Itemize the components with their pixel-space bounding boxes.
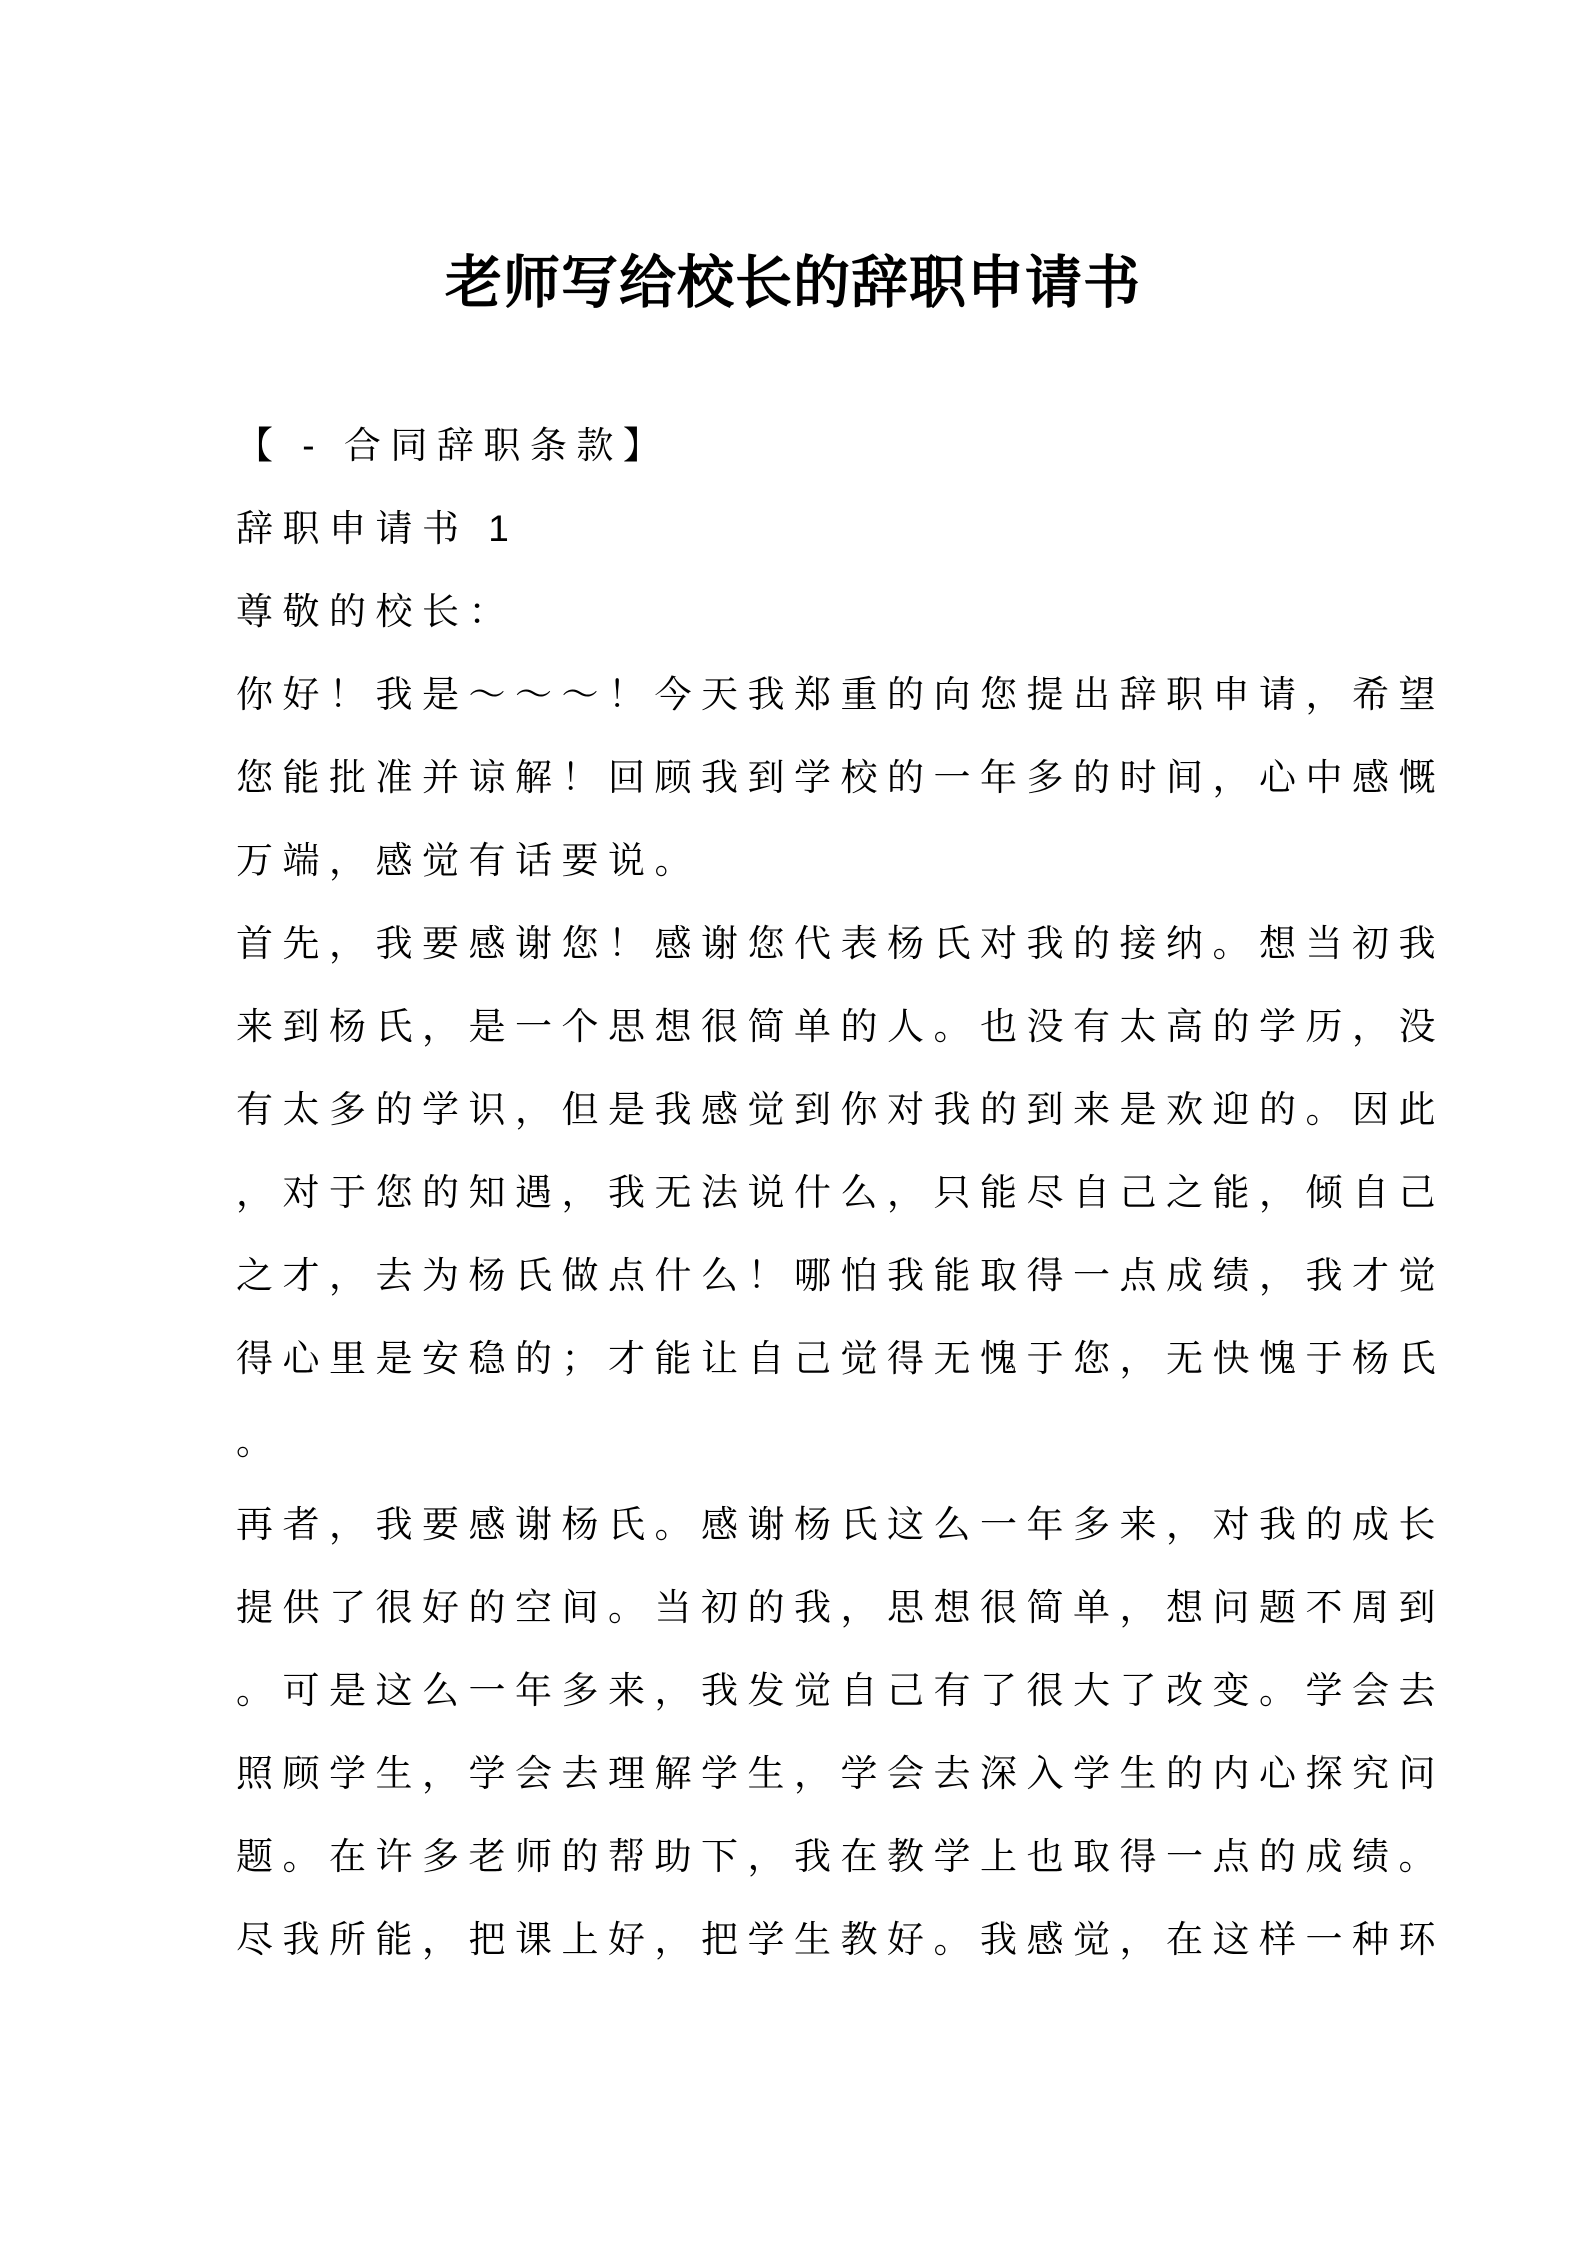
text-line: 再者，我要感谢杨氏。感谢杨氏这么一年多来，对我的成长 — [236, 1503, 1445, 1545]
text-line: 来到杨氏，是一个思想很简单的人。也没有太高的学历，没 — [236, 1005, 1445, 1047]
text-line: 尊敬的校长： — [236, 590, 515, 632]
text-line: 尽我所能，把课上好，把学生教好。我感觉，在这样一种环 — [236, 1918, 1445, 1960]
document-body — [0, 400, 1586, 1977]
text-line: 首先，我要感谢您！感谢您代表杨氏对我的接纳。想当初我 — [236, 922, 1445, 964]
text-line: 照顾学生，学会去理解学生，学会去深入学生的内心探究问 — [236, 1752, 1445, 1794]
text-line: 。可是这么一年多来，我发觉自己有了很大了改变。学会去 — [236, 1669, 1445, 1711]
text-line: 你好！我是～～～！今天我郑重的向您提出辞职申请，希望 — [236, 673, 1445, 715]
text-line: 有太多的学识，但是我感觉到你对我的到来是欢迎的。因此 — [236, 1088, 1445, 1130]
text-line: 得心里是安稳的；才能让自己觉得无愧于您，无快愧于杨氏 — [236, 1337, 1445, 1379]
text-line: 您能批准并谅解！回顾我到学校的一年多的时间，心中感慨 — [236, 756, 1445, 798]
text-line: 之才，去为杨氏做点什么！哪怕我能取得一点成绩，我才觉 — [236, 1254, 1445, 1296]
document-title: 老师写给校长的辞职申请书 — [445, 251, 1141, 315]
text-line: 【 - 合同辞职条款】 — [236, 424, 670, 466]
text-line: 辞职申请书 1 — [236, 507, 519, 549]
text-line: 提供了很好的空间。当初的我，思想很简单，想问题不周到 — [236, 1586, 1445, 1628]
text-line: 万端，感觉有话要说。 — [236, 839, 701, 881]
text-line: 题。在许多老师的帮助下，我在教学上也取得一点的成绩。 — [236, 1835, 1445, 1877]
text-line: 。 — [236, 1420, 283, 1462]
text-line: ，对于您的知遇，我无法说什么，只能尽自己之能，倾自己 — [236, 1171, 1445, 1213]
